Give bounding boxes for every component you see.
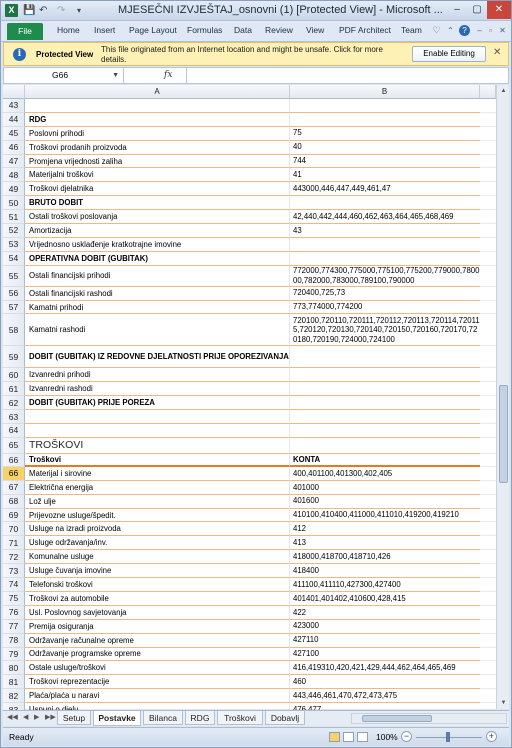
- cell-a[interactable]: Komunalne usluge: [25, 550, 290, 564]
- cell-a[interactable]: Troškovi: [25, 454, 290, 467]
- row-header[interactable]: 50: [3, 196, 25, 210]
- cell-a[interactable]: Poslovni prihodi: [25, 127, 290, 141]
- cell-a[interactable]: Prijevozne usluge/špedit.: [25, 509, 290, 523]
- info-icon: i: [13, 48, 26, 61]
- cell-a[interactable]: DOBIT (GUBITAK) PRIJE POREZA: [25, 396, 290, 410]
- row-header[interactable]: 60: [3, 368, 25, 382]
- row-header[interactable]: 81: [3, 675, 25, 689]
- page-break-view-icon[interactable]: [357, 732, 368, 742]
- cell-c[interactable]: [480, 661, 496, 675]
- row-header[interactable]: 44: [3, 113, 25, 127]
- cell-a[interactable]: [25, 99, 290, 113]
- maximize-button[interactable]: ▢: [472, 4, 482, 15]
- cell-c[interactable]: [480, 481, 496, 495]
- page-layout-view-icon[interactable]: [343, 732, 354, 742]
- tab-home[interactable]: Home: [57, 25, 80, 35]
- cell-b[interactable]: 427100: [290, 648, 480, 662]
- cell-c[interactable]: [480, 536, 496, 550]
- formula-bar: [3, 67, 509, 84]
- table-row: [3, 224, 496, 238]
- ribbon-tabs: [1, 21, 511, 42]
- cell-a[interactable]: Premija osiguranja: [25, 620, 290, 634]
- formula-separator: [186, 68, 187, 83]
- cell-b[interactable]: [290, 99, 480, 113]
- zoom-slider-thumb[interactable]: [446, 732, 450, 742]
- row-header[interactable]: 68: [3, 495, 25, 509]
- table-row: [3, 168, 496, 182]
- table-row: [3, 287, 496, 301]
- row-header[interactable]: 51: [3, 210, 25, 224]
- cell-c[interactable]: [480, 182, 496, 196]
- row-header[interactable]: 49: [3, 182, 25, 196]
- tab-team[interactable]: Team: [401, 25, 422, 35]
- cell-c[interactable]: [480, 634, 496, 648]
- cell-a[interactable]: Ostali financijski rashodi: [25, 287, 290, 301]
- cell-a[interactable]: Plaća/plaća u naravi: [25, 689, 290, 703]
- cell-c[interactable]: [480, 495, 496, 509]
- normal-view-icon[interactable]: [329, 732, 340, 742]
- table-row: [3, 210, 496, 224]
- cell-b[interactable]: [290, 368, 480, 382]
- vertical-scrollbar[interactable]: [496, 85, 509, 709]
- table-row: [3, 99, 496, 113]
- help-icon[interactable]: ?: [459, 25, 470, 36]
- minimize-button[interactable]: –: [454, 4, 460, 15]
- sheet-tab-rdg[interactable]: RDG: [185, 711, 215, 725]
- table-row: [3, 438, 496, 454]
- insert-function-icon[interactable]: fx: [164, 70, 173, 80]
- table-row: [3, 396, 496, 410]
- horizontal-scroll-thumb[interactable]: [362, 715, 432, 722]
- cell-b[interactable]: 412: [290, 522, 480, 536]
- cell-b[interactable]: 423000: [290, 620, 480, 634]
- cell-a[interactable]: Amortizacija: [25, 224, 290, 238]
- table-row: [3, 141, 496, 155]
- cell-c[interactable]: [480, 675, 496, 689]
- cell-b[interactable]: 401600: [290, 495, 480, 509]
- cell-a[interactable]: Troškovi djelatnika: [25, 182, 290, 196]
- select-all-corner[interactable]: [3, 85, 25, 99]
- last-sheet-icon[interactable]: ▶▶: [45, 714, 56, 721]
- cell-c[interactable]: [480, 454, 496, 467]
- cell-b[interactable]: KONTA: [290, 454, 480, 467]
- cell-c[interactable]: [480, 266, 496, 287]
- cell-c[interactable]: [480, 396, 496, 410]
- cell-c[interactable]: [480, 196, 496, 210]
- sheet-tab-setup[interactable]: Setup: [57, 711, 91, 725]
- cell-c[interactable]: [480, 127, 496, 141]
- table-row: [3, 675, 496, 689]
- minimize-ribbon-icon[interactable]: ⌃: [447, 26, 454, 35]
- table-row: [3, 382, 496, 396]
- row-header[interactable]: 71: [3, 536, 25, 550]
- column-header-b[interactable]: B: [290, 85, 480, 99]
- status-ready: Ready: [9, 732, 34, 742]
- row-header[interactable]: 61: [3, 382, 25, 396]
- cell-c[interactable]: [480, 410, 496, 424]
- chevron-down-icon[interactable]: ▼: [112, 72, 119, 79]
- row-header[interactable]: 48: [3, 168, 25, 182]
- table-row: [3, 196, 496, 210]
- workbook-restore-icon[interactable]: ▫: [489, 26, 492, 35]
- protected-view-label: Protected View: [36, 50, 94, 59]
- cell-c[interactable]: [480, 382, 496, 396]
- sheet-tab-troskovi[interactable]: Troškovi: [217, 711, 263, 725]
- cell-b[interactable]: 42,440,442,444,460,462,463,464,465,468,469: [290, 210, 480, 224]
- table-row: [3, 368, 496, 382]
- cell-b[interactable]: 400,401100,401300,402,405: [290, 467, 480, 481]
- row-header[interactable]: 66: [3, 467, 25, 481]
- cell-b[interactable]: 418400: [290, 564, 480, 578]
- cell-b[interactable]: [290, 438, 480, 454]
- name-box[interactable]: [4, 68, 124, 83]
- next-sheet-icon[interactable]: ▶: [34, 714, 40, 721]
- table-row: [3, 592, 496, 606]
- cell-a[interactable]: Ostali troškovi poslovanja: [25, 210, 290, 224]
- cell-a[interactable]: Lož ulje: [25, 495, 290, 509]
- cell-b[interactable]: 744: [290, 155, 480, 169]
- cell-c[interactable]: [480, 252, 496, 266]
- cell-a[interactable]: Materijal i sirovine: [25, 467, 290, 481]
- row-header[interactable]: 63: [3, 410, 25, 424]
- cell-b[interactable]: 443000,446,447,449,461,47: [290, 182, 480, 196]
- table-row: [3, 578, 496, 592]
- table-row: [3, 536, 496, 550]
- cell-a[interactable]: Održavanje programske opreme: [25, 648, 290, 662]
- table-row: [3, 113, 496, 127]
- cell-a[interactable]: Usl. Poslovnog savjetovanja: [25, 606, 290, 620]
- prev-sheet-icon[interactable]: ◀: [23, 714, 29, 721]
- sheet-tab-dobavlj[interactable]: Dobavlj: [265, 711, 305, 725]
- cell-a[interactable]: Izvanredni rashodi: [25, 382, 290, 396]
- table-row: [3, 424, 496, 438]
- row-header[interactable]: 53: [3, 238, 25, 252]
- cell-c[interactable]: [480, 438, 496, 454]
- cell-c[interactable]: [480, 168, 496, 182]
- cell-a[interactable]: Usluge održavanja/inv.: [25, 536, 290, 550]
- tab-page-layout[interactable]: Page Layout: [129, 25, 177, 35]
- protected-view-close-icon[interactable]: ✕: [493, 47, 502, 58]
- zoom-level[interactable]: 100%: [376, 732, 398, 742]
- cell-a[interactable]: Telefonski troškovi: [25, 578, 290, 592]
- protected-view-bar: [3, 42, 509, 66]
- cell-a[interactable]: RDG: [25, 113, 290, 127]
- undo-icon[interactable]: ↶: [39, 5, 48, 16]
- tab-review[interactable]: Review: [265, 25, 293, 35]
- cell-c[interactable]: [480, 648, 496, 662]
- row-header[interactable]: 70: [3, 522, 25, 536]
- cell-c[interactable]: [480, 564, 496, 578]
- close-button[interactable]: ✕: [487, 1, 511, 19]
- row-header[interactable]: 67: [3, 481, 25, 495]
- qat-customize-icon[interactable]: ▾: [77, 6, 82, 15]
- cell-c[interactable]: [480, 368, 496, 382]
- row-header[interactable]: 47: [3, 155, 25, 169]
- tab-view[interactable]: View: [306, 25, 325, 35]
- cell-c[interactable]: [480, 592, 496, 606]
- window-title: MJESEČNI IZVJEŠTAJ_osnovni (1) [Protected View] - Microsoft ...: [118, 4, 443, 16]
- status-bar: [3, 727, 509, 746]
- cell-b[interactable]: [290, 382, 480, 396]
- cell-c[interactable]: [480, 550, 496, 564]
- table-row: [3, 550, 496, 564]
- cell-c[interactable]: [480, 424, 496, 438]
- table-row: [3, 127, 496, 141]
- row-header[interactable]: 65: [3, 438, 25, 454]
- row-header[interactable]: 55: [3, 266, 25, 287]
- row-header[interactable]: 43: [3, 99, 25, 113]
- cell-c[interactable]: [480, 99, 496, 113]
- first-sheet-icon[interactable]: ◀◀: [7, 714, 18, 721]
- table-row: [3, 634, 496, 648]
- cell-a[interactable]: Električna energija: [25, 481, 290, 495]
- table-row: [3, 509, 496, 523]
- row-header[interactable]: 64: [3, 424, 25, 438]
- title-bar: [1, 1, 511, 21]
- row-header[interactable]: 54: [3, 252, 25, 266]
- cell-a[interactable]: Kamatni rashodi: [25, 314, 290, 346]
- table-row: [3, 346, 496, 368]
- scroll-down-icon[interactable]: ▼: [500, 700, 507, 706]
- table-row: [3, 481, 496, 495]
- row-header[interactable]: 73: [3, 564, 25, 578]
- column-header-a[interactable]: A: [25, 85, 290, 99]
- cell-c[interactable]: [480, 314, 496, 346]
- cell-a[interactable]: Promjena vrijednosti zaliha: [25, 155, 290, 169]
- table-row: [3, 410, 496, 424]
- table-row: [3, 564, 496, 578]
- cell-c[interactable]: [480, 578, 496, 592]
- cell-b[interactable]: 443,446,461,470,472,473,475: [290, 689, 480, 703]
- redo-icon[interactable]: ↷: [57, 5, 66, 16]
- row-header[interactable]: 57: [3, 301, 25, 315]
- cell-b[interactable]: [290, 196, 480, 210]
- row-header[interactable]: 56: [3, 287, 25, 301]
- cell-c[interactable]: [480, 210, 496, 224]
- cell-c[interactable]: [480, 689, 496, 703]
- cell-c[interactable]: [480, 224, 496, 238]
- cell-b[interactable]: [290, 346, 480, 368]
- table-row: [3, 661, 496, 675]
- cell-b[interactable]: 418000,418700,418710,426: [290, 550, 480, 564]
- cell-c[interactable]: [480, 113, 496, 127]
- tab-file[interactable]: File: [7, 23, 43, 40]
- cell-b[interactable]: [290, 396, 480, 410]
- tab-formulas[interactable]: Formulas: [187, 25, 223, 35]
- cell-a[interactable]: Izvanredni prihodi: [25, 368, 290, 382]
- table-row: [3, 648, 496, 662]
- cell-a[interactable]: OPERATIVNA DOBIT (GUBITAK): [25, 252, 290, 266]
- horizontal-scrollbar[interactable]: [351, 713, 507, 724]
- scroll-up-icon[interactable]: ▲: [500, 88, 507, 94]
- row-header[interactable]: 79: [3, 648, 25, 662]
- table-row: [3, 454, 496, 467]
- cell-c[interactable]: [480, 522, 496, 536]
- cell-c[interactable]: [480, 141, 496, 155]
- cell-b[interactable]: 401401,401402,410600,428,415: [290, 592, 480, 606]
- cell-b[interactable]: 773,774000,774200: [290, 301, 480, 315]
- row-header[interactable]: 46: [3, 141, 25, 155]
- row-header[interactable]: 74: [3, 578, 25, 592]
- table-row: [3, 467, 496, 481]
- row-header[interactable]: 45: [3, 127, 25, 141]
- cell-b[interactable]: 772000,774300,775000,775100,775200,779000,780000,782000,783000,789100,790000: [290, 266, 480, 287]
- row-header[interactable]: 59: [3, 346, 25, 368]
- scroll-thumb[interactable]: [499, 385, 508, 483]
- cell-b[interactable]: 416,419310,420,421,429,444,462,464,465,469: [290, 661, 480, 675]
- cell-c[interactable]: [480, 346, 496, 368]
- sheet-tab-bilanca[interactable]: Bilanca: [143, 711, 183, 725]
- row-header[interactable]: 66: [3, 454, 25, 467]
- cell-c[interactable]: [480, 509, 496, 523]
- cell-b[interactable]: 413: [290, 536, 480, 550]
- table-row: [3, 522, 496, 536]
- cell-a[interactable]: Ostali financijski prihodi: [25, 266, 290, 287]
- cell-b[interactable]: [290, 424, 480, 438]
- cell-a[interactable]: Troškovi prodanih proizvoda: [25, 141, 290, 155]
- cell-a[interactable]: Materijalni troškovi: [25, 168, 290, 182]
- excel-logo-icon: X: [5, 4, 18, 17]
- table-row: [3, 155, 496, 169]
- cell-c[interactable]: [480, 287, 496, 301]
- protected-view-message[interactable]: This file originated from an Internet location and might be unsafe. Click for more details.: [101, 45, 383, 64]
- cell-b[interactable]: 43: [290, 224, 480, 238]
- table-row: [3, 606, 496, 620]
- row-header[interactable]: 80: [3, 661, 25, 675]
- table-row: [3, 238, 496, 252]
- cell-b[interactable]: [290, 238, 480, 252]
- table-row: [3, 620, 496, 634]
- table-row: [3, 689, 496, 703]
- table-row: [3, 495, 496, 509]
- workbook-close-icon[interactable]: ✕: [499, 26, 506, 35]
- cell-a[interactable]: Vrijednosno usklađenje kratkotrajne imovine: [25, 238, 290, 252]
- cell-b[interactable]: 411100,411110,427300,427400: [290, 578, 480, 592]
- tab-insert[interactable]: Insert: [94, 25, 116, 35]
- cell-b[interactable]: [290, 410, 480, 424]
- cell-b[interactable]: 410100,410400,411000,411010,419200,419210: [290, 509, 480, 523]
- cell-a[interactable]: Kamatni prihodi: [25, 301, 290, 315]
- column-header-c[interactable]: [480, 85, 496, 99]
- cell-b[interactable]: [290, 113, 480, 127]
- cell-b[interactable]: 460: [290, 675, 480, 689]
- cell-a[interactable]: Održavanje računalne opreme: [25, 634, 290, 648]
- cell-b[interactable]: 427110: [290, 634, 480, 648]
- table-row: [3, 266, 496, 287]
- rows-container: [3, 99, 496, 717]
- cell-c[interactable]: [480, 155, 496, 169]
- cell-b[interactable]: 75: [290, 127, 480, 141]
- row-header[interactable]: 72: [3, 550, 25, 564]
- row-header[interactable]: 52: [3, 224, 25, 238]
- row-header[interactable]: 77: [3, 620, 25, 634]
- cell-a[interactable]: [25, 424, 290, 438]
- row-header[interactable]: 69: [3, 509, 25, 523]
- enable-editing-button[interactable]: Enable Editing: [412, 46, 486, 62]
- cell-c[interactable]: [480, 467, 496, 481]
- table-row: [3, 314, 496, 346]
- table-row: [3, 182, 496, 196]
- cell-b[interactable]: 41: [290, 168, 480, 182]
- sheet-tab-postavke[interactable]: Postavke: [93, 711, 141, 726]
- cell-b[interactable]: 720100,720110,720111,720112,720113,720114,720115,720120,720130,720140,720150,720160,720170,720180,720190,724000,724100: [290, 314, 480, 346]
- cell-c[interactable]: [480, 238, 496, 252]
- cell-b[interactable]: 720400,725,73: [290, 287, 480, 301]
- cell-c[interactable]: [480, 606, 496, 620]
- table-row: [3, 301, 496, 315]
- cell-a[interactable]: Usluge čuvanja imovine: [25, 564, 290, 578]
- row-header[interactable]: 75: [3, 592, 25, 606]
- heart-icon[interactable]: ♡: [432, 25, 441, 35]
- row-header[interactable]: 82: [3, 689, 25, 703]
- zoom-in-button[interactable]: +: [486, 731, 497, 742]
- cell-c[interactable]: [480, 620, 496, 634]
- cell-a[interactable]: DOBIT (GUBITAK) IZ REDOVNE DJELATNOSTI PRIJE OPOREZIVANJA: [25, 346, 290, 368]
- workbook-minimize-icon[interactable]: –: [477, 26, 482, 35]
- tab-pdf-architect[interactable]: PDF Architect: [339, 25, 391, 35]
- row-header[interactable]: 58: [3, 314, 25, 346]
- table-row: [3, 252, 496, 266]
- cell-b[interactable]: [290, 252, 480, 266]
- row-header[interactable]: 78: [3, 634, 25, 648]
- name-box-value: G66: [52, 70, 69, 80]
- cell-a[interactable]: Troškovi za automobile: [25, 592, 290, 606]
- worksheet-grid[interactable]: [3, 85, 509, 709]
- cell-a[interactable]: TROŠKOVI: [25, 438, 290, 454]
- zoom-out-button[interactable]: −: [401, 731, 412, 742]
- cell-a[interactable]: [25, 410, 290, 424]
- cell-a[interactable]: Ostale usluge/troškovi: [25, 661, 290, 675]
- row-header[interactable]: 62: [3, 396, 25, 410]
- cell-b[interactable]: 422: [290, 606, 480, 620]
- row-header[interactable]: 76: [3, 606, 25, 620]
- cell-a[interactable]: Troškovi reprezentacije: [25, 675, 290, 689]
- cell-a[interactable]: BRUTO DOBIT: [25, 196, 290, 210]
- sheet-tabs-bar: [3, 710, 509, 726]
- cell-c[interactable]: [480, 301, 496, 315]
- tab-data[interactable]: Data: [234, 25, 252, 35]
- save-icon[interactable]: 💾: [23, 5, 36, 16]
- cell-b[interactable]: 401000: [290, 481, 480, 495]
- cell-b[interactable]: 40: [290, 141, 480, 155]
- cell-a[interactable]: Usluge na izradi proizvoda: [25, 522, 290, 536]
